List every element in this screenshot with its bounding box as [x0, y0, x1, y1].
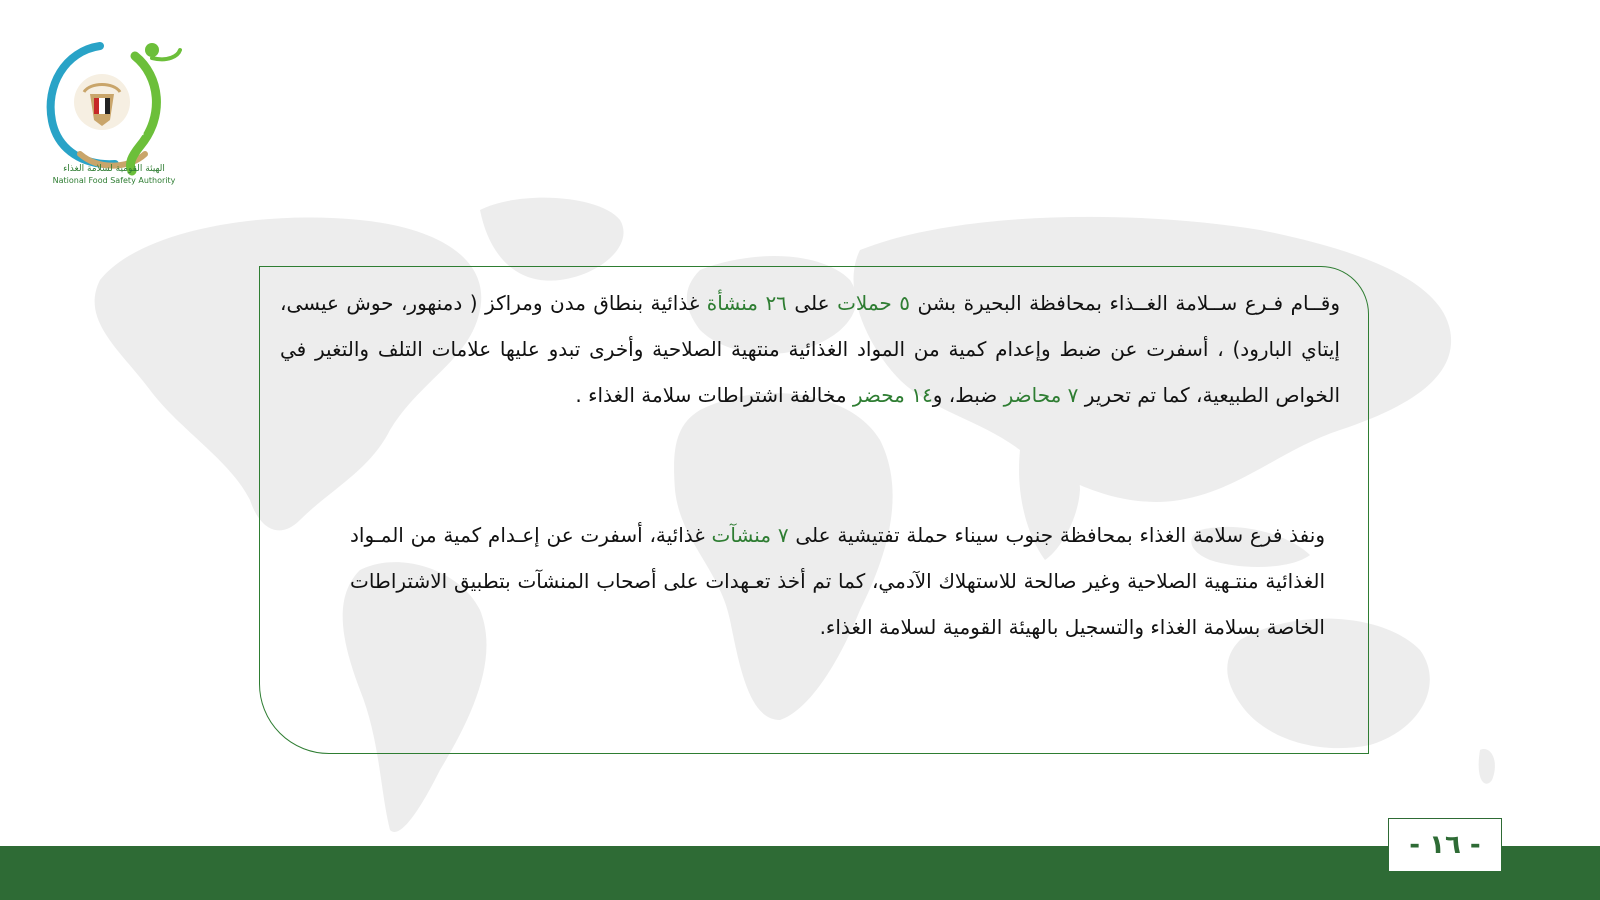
paragraph1-text-1: وقــام فـرع ســلامة الغــذاء بمحافظة البحيرة بشن: [910, 291, 1340, 315]
paragraph1-text-4: ضبط، و: [932, 383, 1004, 407]
paragraph1-highlight-facilities: ٢٦ منشأة: [706, 291, 787, 315]
paragraph1-text-3: غذائية بنطاق مدن ومراكز ( دمنهور، حوش عيسى، إيتاي البارود) ، أسفرت عن ضبط وإعدام كمية من المواد الغذائية منتهية الصلاحية وأخرى تبدو عليها علامات التلف والتغير في الخواص الطبيعية، كما تم تحرير: [280, 291, 1340, 407]
paragraph1-highlight-campaigns: ٥ حملات: [837, 291, 910, 315]
paragraph1-text-5: مخالفة اشتراطات سلامة الغذاء .: [575, 383, 853, 407]
logo-emblem-text: NFSA: [135, 104, 154, 137]
paragraph2-text-1: ونفذ فرع سلامة الغذاء بمحافظة جنوب سيناء حملة تفتيشية على: [788, 523, 1325, 547]
paragraph2-text-2: غذائية، أسفرت عن إعـدام كمية من المـواد الغذائية منتـهية الصلاحية وغير صالحة للاستهلاك الآدمي، كما تم أخذ تعـهدات على أصحاب المنشآت بتطبيق الاشتراطات الخاصة بسلامة الغذاء والتسجيل بالهيئة القومية لسلامة الغذاء.: [350, 523, 1325, 639]
paragraph-beheira: [280, 280, 1340, 418]
paragraph1-highlight-reports: ٧ محاضر: [1003, 383, 1079, 407]
paragraph-south-sinai: [350, 512, 1325, 650]
paragraph1-text-2: على: [786, 291, 838, 315]
paragraph1-highlight-violations: ١٤ محضر: [852, 383, 933, 407]
paragraph2-highlight-facilities: ٧ منشآت: [711, 523, 789, 547]
page-number: - ١٦ -: [1388, 818, 1502, 872]
logo-arabic-name: الهيئة القومية لسلامة الغذاء: [63, 164, 165, 174]
logo-english-name: National Food Safety Authority: [52, 176, 176, 185]
footer-bar: [0, 846, 1600, 900]
